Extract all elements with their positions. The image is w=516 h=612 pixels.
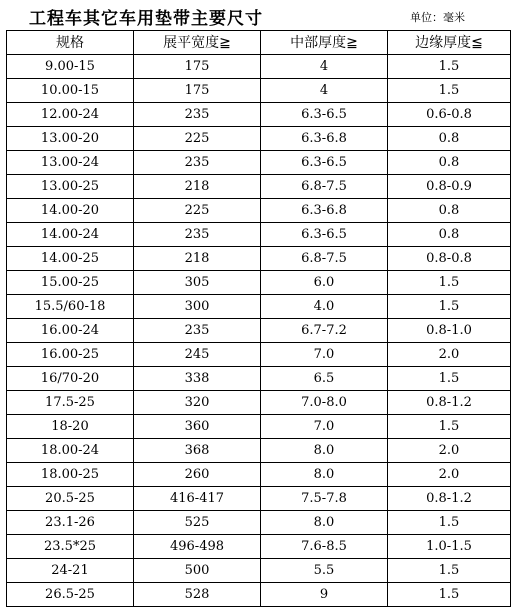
cell-spec: 23.1-26 <box>7 511 134 535</box>
column-header-edge-thickness: 边缘厚度≦ <box>388 31 511 55</box>
table-row <box>7 127 511 151</box>
table-row <box>7 271 511 295</box>
table-row <box>7 463 511 487</box>
cell-spec: 10.00-15 <box>7 79 134 103</box>
table-row <box>7 295 511 319</box>
cell-edge-thickness: 0.6-0.8 <box>388 103 511 127</box>
cell-spec: 23.5*25 <box>7 535 134 559</box>
cell-edge-thickness: 0.8-1.2 <box>388 487 511 511</box>
cell-center-thickness: 8.0 <box>261 439 388 463</box>
cell-center-thickness: 6.3-6.5 <box>261 103 388 127</box>
cell-edge-thickness: 0.8-0.9 <box>388 175 511 199</box>
cell-center-thickness: 6.7-7.2 <box>261 319 388 343</box>
cell-spec: 24-21 <box>7 559 134 583</box>
table-row <box>7 79 511 103</box>
cell-center-thickness: 6.0 <box>261 271 388 295</box>
cell-center-thickness: 8.0 <box>261 511 388 535</box>
cell-flat-width: 496-498 <box>134 535 261 559</box>
cell-flat-width: 175 <box>134 79 261 103</box>
cell-center-thickness: 6.8-7.5 <box>261 247 388 271</box>
page-title: 工程车其它车用垫带主要尺寸 <box>29 9 263 29</box>
table-row <box>7 583 511 607</box>
cell-center-thickness: 7.0 <box>261 343 388 367</box>
cell-spec: 16.00-24 <box>7 319 134 343</box>
cell-center-thickness: 7.5-7.8 <box>261 487 388 511</box>
table-row <box>7 415 511 439</box>
cell-flat-width: 305 <box>134 271 261 295</box>
cell-spec: 18.00-24 <box>7 439 134 463</box>
cell-center-thickness: 7.0-8.0 <box>261 391 388 415</box>
cell-edge-thickness: 0.8-1.2 <box>388 391 511 415</box>
cell-spec: 12.00-24 <box>7 103 134 127</box>
table-row <box>7 247 511 271</box>
cell-flat-width: 218 <box>134 175 261 199</box>
cell-center-thickness: 6.3-6.8 <box>261 199 388 223</box>
cell-spec: 18-20 <box>7 415 134 439</box>
cell-spec: 26.5-25 <box>7 583 134 607</box>
cell-edge-thickness: 0.8 <box>388 199 511 223</box>
cell-spec: 16.00-25 <box>7 343 134 367</box>
table-row <box>7 319 511 343</box>
cell-spec: 16/70-20 <box>7 367 134 391</box>
cell-spec: 14.00-24 <box>7 223 134 247</box>
cell-center-thickness: 4 <box>261 55 388 79</box>
header <box>0 0 516 28</box>
table-row <box>7 103 511 127</box>
cell-edge-thickness: 0.8 <box>388 127 511 151</box>
cell-edge-thickness: 1.0-1.5 <box>388 535 511 559</box>
cell-edge-thickness: 1.5 <box>388 271 511 295</box>
cell-flat-width: 235 <box>134 151 261 175</box>
column-header-spec: 规格 <box>7 31 134 55</box>
cell-edge-thickness: 0.8 <box>388 151 511 175</box>
cell-flat-width: 260 <box>134 463 261 487</box>
cell-flat-width: 225 <box>134 199 261 223</box>
cell-edge-thickness: 0.8-0.8 <box>388 247 511 271</box>
cell-edge-thickness: 1.5 <box>388 295 511 319</box>
cell-edge-thickness: 2.0 <box>388 463 511 487</box>
table-row <box>7 151 511 175</box>
cell-center-thickness: 6.3-6.5 <box>261 223 388 247</box>
column-header-flat-width: 展平宽度≧ <box>134 31 261 55</box>
cell-spec: 13.00-24 <box>7 151 134 175</box>
cell-flat-width: 368 <box>134 439 261 463</box>
cell-flat-width: 528 <box>134 583 261 607</box>
cell-edge-thickness: 0.8-1.0 <box>388 319 511 343</box>
cell-edge-thickness: 1.5 <box>388 559 511 583</box>
table-row <box>7 487 511 511</box>
table-row <box>7 55 511 79</box>
table-row <box>7 439 511 463</box>
cell-flat-width: 235 <box>134 223 261 247</box>
table-row <box>7 367 511 391</box>
cell-center-thickness: 4.0 <box>261 295 388 319</box>
cell-spec: 17.5-25 <box>7 391 134 415</box>
cell-spec: 18.00-25 <box>7 463 134 487</box>
cell-flat-width: 338 <box>134 367 261 391</box>
cell-edge-thickness: 0.8 <box>388 223 511 247</box>
cell-edge-thickness: 1.5 <box>388 55 511 79</box>
cell-flat-width: 235 <box>134 319 261 343</box>
cell-spec: 9.00-15 <box>7 55 134 79</box>
cell-center-thickness: 6.3-6.8 <box>261 127 388 151</box>
cell-flat-width: 320 <box>134 391 261 415</box>
cell-flat-width: 360 <box>134 415 261 439</box>
table-row <box>7 391 511 415</box>
cell-edge-thickness: 2.0 <box>388 343 511 367</box>
table-row <box>7 511 511 535</box>
cell-flat-width: 500 <box>134 559 261 583</box>
cell-edge-thickness: 1.5 <box>388 367 511 391</box>
cell-center-thickness: 6.3-6.5 <box>261 151 388 175</box>
cell-spec: 14.00-25 <box>7 247 134 271</box>
cell-center-thickness: 6.8-7.5 <box>261 175 388 199</box>
table-row <box>7 199 511 223</box>
cell-flat-width: 416-417 <box>134 487 261 511</box>
table-row <box>7 343 511 367</box>
cell-spec: 13.00-20 <box>7 127 134 151</box>
cell-edge-thickness: 1.5 <box>388 583 511 607</box>
cell-flat-width: 218 <box>134 247 261 271</box>
cell-flat-width: 300 <box>134 295 261 319</box>
cell-spec: 13.00-25 <box>7 175 134 199</box>
cell-center-thickness: 7.0 <box>261 415 388 439</box>
cell-spec: 14.00-20 <box>7 199 134 223</box>
table-row <box>7 559 511 583</box>
cell-edge-thickness: 2.0 <box>388 439 511 463</box>
cell-flat-width: 245 <box>134 343 261 367</box>
table-row <box>7 175 511 199</box>
table-body <box>7 55 511 607</box>
spec-table <box>6 30 511 607</box>
cell-flat-width: 235 <box>134 103 261 127</box>
cell-center-thickness: 8.0 <box>261 463 388 487</box>
table-row <box>7 535 511 559</box>
cell-center-thickness: 9 <box>261 583 388 607</box>
cell-spec: 20.5-25 <box>7 487 134 511</box>
cell-center-thickness: 4 <box>261 79 388 103</box>
cell-spec: 15.5/60-18 <box>7 295 134 319</box>
unit-label: 单位：毫米 <box>410 11 465 24</box>
table-row <box>7 223 511 247</box>
cell-edge-thickness: 1.5 <box>388 79 511 103</box>
cell-spec: 15.00-25 <box>7 271 134 295</box>
cell-center-thickness: 6.5 <box>261 367 388 391</box>
cell-flat-width: 225 <box>134 127 261 151</box>
column-header-center-thickness: 中部厚度≧ <box>261 31 388 55</box>
table-header-row <box>7 31 511 55</box>
cell-center-thickness: 5.5 <box>261 559 388 583</box>
cell-flat-width: 175 <box>134 55 261 79</box>
cell-edge-thickness: 1.5 <box>388 415 511 439</box>
cell-flat-width: 525 <box>134 511 261 535</box>
cell-center-thickness: 7.6-8.5 <box>261 535 388 559</box>
cell-edge-thickness: 1.5 <box>388 511 511 535</box>
